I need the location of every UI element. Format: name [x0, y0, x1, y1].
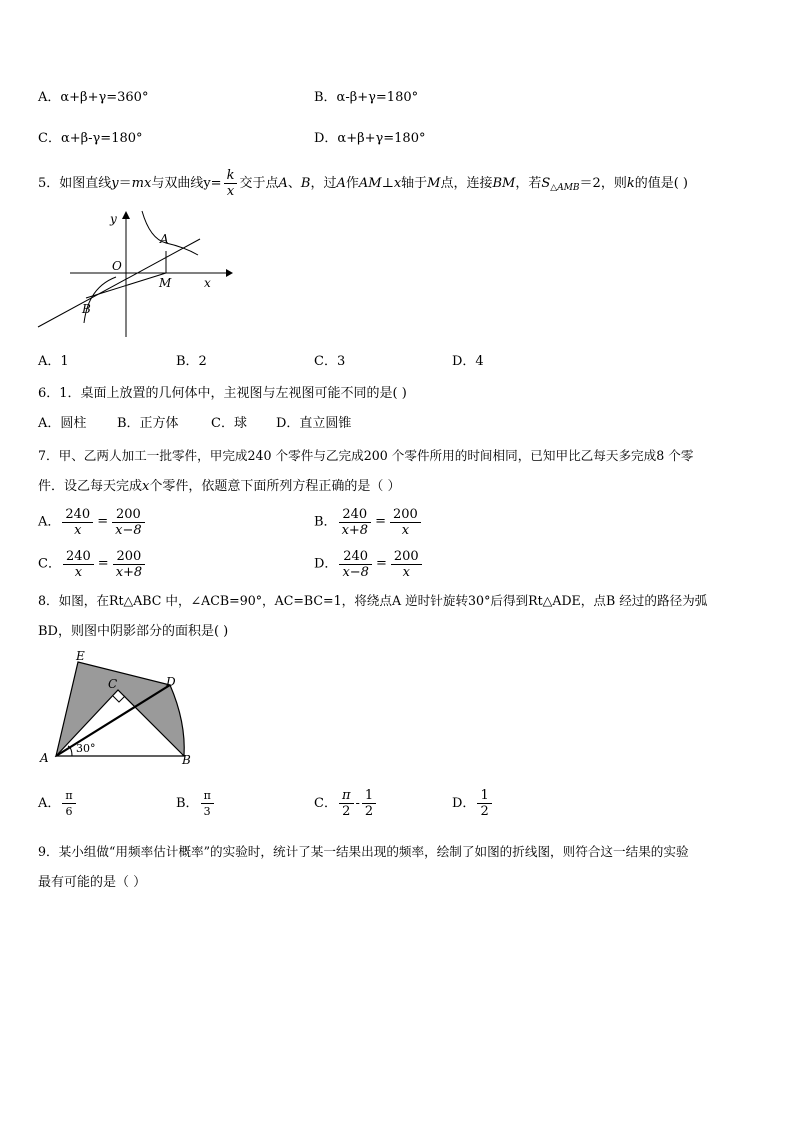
q6-option-d: D．直立圆锥 — [276, 416, 352, 431]
q5-label-y: y — [110, 212, 117, 226]
q8-label-angle: 30° — [76, 742, 96, 755]
q8-label-b: B — [182, 753, 191, 767]
q8-stem-line1: 8．如图，在Rt△ABC 中，∠ACB=90°，AC=BC=1，将绕点A 逆时针旋转30°后得到Rt△ADE，点B 经过的路径为弧 — [38, 593, 708, 608]
q8-label-c: C — [108, 677, 118, 691]
q5-label-o: O — [112, 259, 122, 273]
q5-hyperbola-fraction: $\frac{k}{x}$ — [224, 168, 238, 199]
q5-stem: 5．如图直线y＝mx与双曲线y= $\frac{k}{x}$ 交于点A、B，过A作AM⊥x轴于M点，连接BM，若$S_{\triangle AMB}=2$，则k的值是( ) — [38, 168, 688, 199]
q8-option-b: B． $\frac{\pi}{3}$ — [176, 784, 216, 824]
q7-stem-line2: 件．设乙每天完成x个零件，依题意下面所列方程正确的是（ ） — [38, 479, 401, 494]
q6-option-c: C．球 — [211, 416, 247, 431]
q7-option-d: D． $\frac{240}{x-8}$ = $\frac{200}{x}$ — [314, 544, 424, 585]
q5-label-b: B — [82, 302, 91, 316]
q6-option-a: A．圆柱 — [38, 416, 87, 431]
q4-option-a: A．α+β+γ=360° — [38, 90, 149, 105]
q8-option-c: C． $\frac{\pi}{2}$ - $\frac{1}{2}$ — [314, 784, 378, 824]
q5-x-arrow-icon — [226, 269, 233, 277]
q5-option-c: C．3 — [314, 354, 346, 369]
q5-line — [38, 239, 200, 327]
q5-label-x: x — [204, 276, 211, 290]
q8-option-d: D． $\frac{1}{2}$ — [452, 784, 494, 824]
q8-label-e: E — [76, 649, 85, 663]
q8-label-d: D — [166, 675, 176, 689]
q6-stem: 6．1．桌面上放置的几何体中，主视图与左视图可能不同的是( ) — [38, 386, 407, 401]
q9-stem-line1: 9．某小组做“用频率估计概率”的实验时，统计了某一结果出现的频率，绘制了如图的折线图，则符合这一结果的实验 — [38, 844, 689, 859]
q5-y-arrow-icon — [122, 211, 130, 219]
q8-label-a: A — [40, 751, 49, 765]
q7-option-b: B． $\frac{240}{x+8}$ = $\frac{200}{x}$ — [314, 502, 423, 543]
q5-label-a: A — [160, 232, 169, 246]
q4-option-b: B．α-β+γ=180° — [314, 90, 419, 105]
q5-option-d: D．4 — [452, 354, 484, 369]
q5-hyperbola-upper — [142, 211, 198, 255]
q5-label-m: M — [159, 276, 172, 290]
q8-option-a: A． $\frac{\pi}{6}$ — [38, 784, 78, 824]
q7-option-a: A． $\frac{240}{x}$ = $\frac{200}{x-8}$ — [38, 502, 147, 543]
q7-stem-line1: 7．甲、乙两人加工一批零件，甲完成240 个零件与乙完成200 个零件所用的时间相同，已知甲比乙每天多完成8 个零 — [38, 448, 694, 463]
q6-option-b: B．正方体 — [117, 416, 179, 431]
q5-option-b: B．2 — [176, 354, 207, 369]
q5-option-a: A．1 — [38, 354, 69, 369]
q5-hyperbola-lower — [84, 277, 116, 323]
q4-option-d: D．α+β+γ=180° — [314, 131, 426, 146]
q5-figure — [34, 205, 234, 340]
q7-option-c: C． $\frac{240}{x}$ = $\frac{200}{x+8}$ — [38, 544, 147, 585]
q4-option-c: C．α+β-γ=180° — [38, 131, 143, 146]
q9-stem-line2: 最有可能的是（ ） — [38, 875, 147, 890]
q8-figure — [38, 648, 203, 768]
q8-stem-line2: BD，则图中阴影部分的面积是( ) — [38, 624, 229, 639]
